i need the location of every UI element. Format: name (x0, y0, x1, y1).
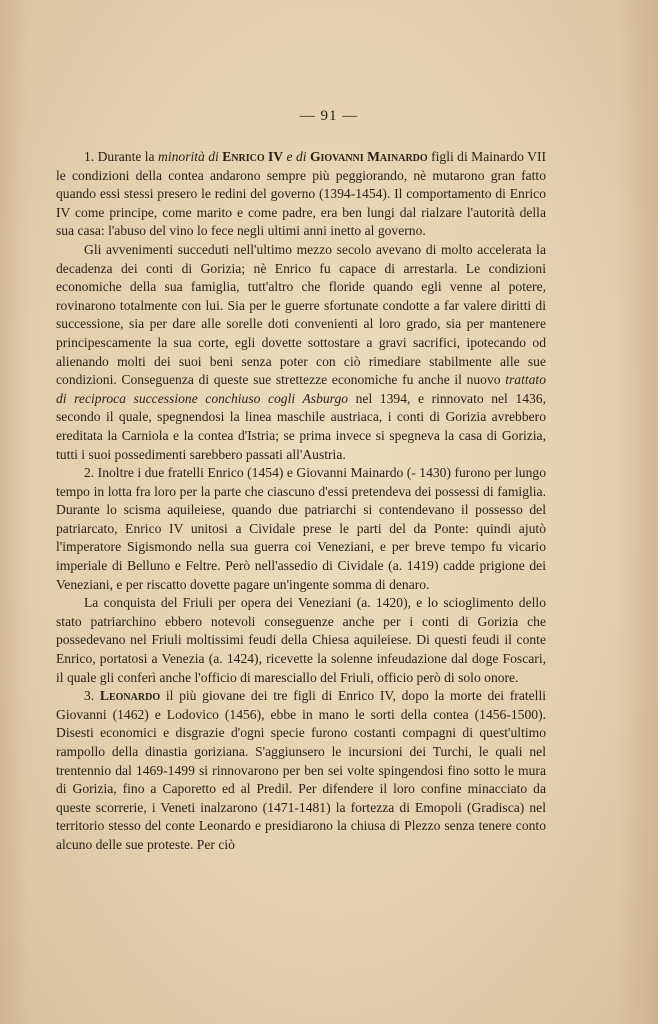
page-edge-shadow-right (618, 0, 658, 1024)
paragraph-5 (56, 687, 546, 854)
name-leonardo: Leonardo (99, 688, 161, 704)
paragraph-5-lead: 3. (84, 688, 100, 704)
page-number: — 91 — (299, 108, 359, 124)
body-text (56, 148, 546, 855)
paragraph-4: La conquista del Friuli per opera dei Veneziani (a. 1420), e lo scioglimento dello stato patriarchino ebbero notevoli conseguenze anche per i conti di Gorizia che possedevano nel Friuli moltissimi feudi della Chiesa aquileiese. Di questi feudi il conte Enrico, portatosi a Venezia (a. 1424), ricevette la solenne infeudazione dal doge Foscari, il quale gli conferì anche l'officio di maresciallo del Friuli, officio però di solo onore. (56, 595, 546, 685)
paragraph-1-italic-2: e di (283, 149, 310, 164)
paragraph-2-post: nel 1394, e rinnovato nel 1436, secondo il quale, spegnendosi la linea maschile austriaca, i conti di Gorizia avrebbero ereditata la Carniola e la contea d'Istria; se prima invece si spegneva la casa di Gorizia, tutti i suoi possedimenti sarebbero passati all'Austria. (56, 390, 546, 462)
page-edge-shadow-left (0, 0, 28, 1024)
paragraph-2 (56, 241, 546, 464)
name-enrico-iv: Enrico IV (222, 149, 284, 164)
paragraph-1-italic-1: minorità di (158, 149, 223, 164)
paragraph-2-pre: Gli avvenimenti succeduti nell'ultimo mezzo secolo avevano di molto accelerata la decadenza dei conti di Gorizia; nè Enrico fu capace di arrestarla. Le condizioni economiche della sua famiglia, tutt'altro che floride quando egli venne al potere, rovinarono totalmente con lui. Sia per le guerre sfortunate condotte a far valere diritti di successione, sia per dare alle sorelle doti convenienti al loro grado, sia per mantenere principescamente la sua corte, egli dovette sottostare a gravi sacrifici, ipotecando od alienando molti dei suoi beni senza poter con ciò rimediare stabilmente alle sue condizioni. Conseguenza di queste sue strettezze economiche fu anche il nuovo (56, 241, 546, 388)
paragraph-3: 2. Inoltre i due fratelli Enrico (1454) e Giovanni Mainardo (- 1430) furono per lungo tempo in lotta fra loro per la parte che ciascuno d'essi pretendeva dei possessi di famiglia. Durante lo scisma aquileiese, quando due patriarchi si contendevano il possesso del patriarcato, Enrico IV unitosi a Cividale prese le parti del da Ponte: quindi ajutò l'imperatore Sigismondo nella sua guerra coi Veneziani, e per breve tempo fu vicario imperiale di Belluno e Feltre. Però nell'assedio di Cividale (a. 1419) cadde prigione dei Veneziani, e per riscatto dovette pagare un'ingente somma di denaro. (56, 465, 546, 592)
treaty-title: trattato di reciproca successione conchiuso cogli Asburgo (56, 372, 546, 406)
paragraph-5-rest: il più giovane dei tre figli di Enrico IV, dopo la morte dei fratelli Giovanni (1462) e Lodovico (1456), ebbe in mano le sorti della contea (1456-1500). Disesti economici e disgrazie d'ogni specie furono costanti compagni di quest'ultimo rampollo della dinastia goriziana. S'aggiunsero le incursioni dei Turchi, le quali nel trentennio dal 1469-1499 si rinnovarono per ben sei volte spingendosi fino sotto le mura di Gorizia, fino a Caporetto ed al Predil. Per difendere il loro confine minacciato da queste scorrerie, i Veneti inalzarono (1471-1481) la fortezza di Emopoli (Gradisca) nel territorio stesso del conte Leonardo e presidiarono la chiusa di Plezzo senza tenere conto alcuno delle sue proteste. Per ciò (56, 688, 546, 852)
paragraph-1-lead: 1. Durante la (84, 149, 158, 164)
paragraph-1 (56, 148, 546, 241)
paragraph-1-rest: figli di Mainardo VII le condizioni della contea andarono sempre più peggiorando, nè mutarono gran fatto quando essi stessi presero le redini del governo (1394-1454). Il comportamento di Enrico IV come principe, come marito e come padre, era ben lungi dal rialzare l'autorità della sua casa: l'abuso del vino lo fece negli ultimi anni inetto al governo. (56, 149, 546, 239)
name-giovanni-mainardo: Giovanni Mainardo (309, 149, 428, 164)
